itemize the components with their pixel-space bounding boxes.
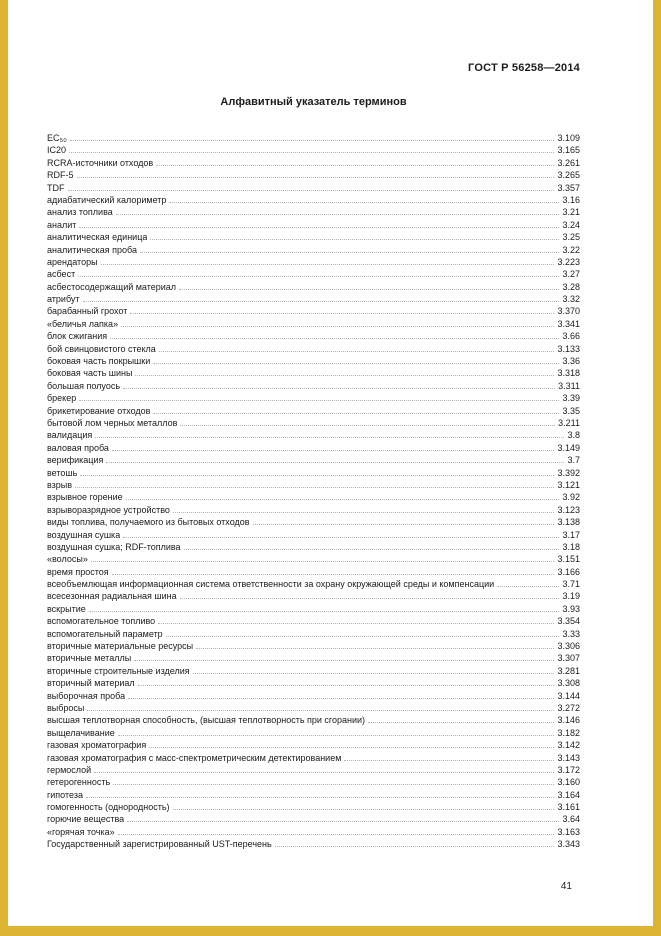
dot-leader bbox=[70, 140, 555, 141]
index-term: аналит bbox=[47, 219, 77, 230]
index-term: гетерогенность bbox=[47, 777, 111, 788]
index-term: вторичные материальные ресурсы bbox=[47, 641, 194, 652]
index-entry bbox=[47, 714, 580, 726]
index-entry bbox=[47, 640, 580, 652]
index-entry bbox=[47, 144, 580, 156]
dot-leader bbox=[118, 735, 555, 736]
index-ref: 3.32 bbox=[562, 294, 580, 305]
index-term: вспомогательное топливо bbox=[47, 616, 156, 627]
document-code: ГОСТ Р 56258—2014 bbox=[468, 62, 580, 74]
index-ref: 3.172 bbox=[557, 764, 580, 775]
index-term: взрывное горение bbox=[47, 492, 123, 503]
dot-leader bbox=[184, 549, 560, 550]
index-ref: 3.261 bbox=[557, 157, 580, 168]
index-ref: 3.146 bbox=[557, 715, 580, 726]
index-ref: 3.318 bbox=[557, 368, 580, 379]
index-ref: 3.149 bbox=[557, 442, 580, 453]
index-ref: 3.160 bbox=[557, 777, 580, 788]
index-entry bbox=[47, 801, 580, 813]
index-term: виды топлива, получаемого из бытовых отходов bbox=[47, 517, 250, 528]
index-entry bbox=[47, 813, 580, 825]
dot-leader bbox=[118, 834, 555, 835]
index-ref: 3.143 bbox=[557, 752, 580, 763]
dot-leader bbox=[149, 747, 554, 748]
index-entry bbox=[47, 789, 580, 801]
index-ref: 3.182 bbox=[557, 727, 580, 738]
dot-leader bbox=[123, 388, 555, 389]
index-term: арендаторы bbox=[47, 256, 98, 267]
index-entry bbox=[47, 380, 580, 392]
index-entry bbox=[47, 566, 580, 578]
index-entry bbox=[47, 752, 580, 764]
index-ref: 3.39 bbox=[562, 393, 580, 404]
dot-leader bbox=[112, 574, 555, 575]
page-edge-bottom bbox=[0, 926, 661, 936]
index-ref: 3.142 bbox=[557, 740, 580, 751]
index-term: взрыв bbox=[47, 479, 73, 490]
index-ref: 3.18 bbox=[562, 541, 580, 552]
index-term: адиабатический калориметр bbox=[47, 194, 167, 205]
dot-leader bbox=[180, 425, 555, 426]
index-entry bbox=[47, 417, 580, 429]
index-entry bbox=[47, 553, 580, 565]
dot-leader bbox=[68, 190, 555, 191]
dot-leader bbox=[169, 202, 559, 203]
dot-leader bbox=[368, 722, 554, 723]
index-entry bbox=[47, 516, 580, 528]
index-term: всеобъемлющая информационная система ответственности за охрану окружающей среды и компенсации bbox=[47, 579, 495, 590]
index-ref: 3.27 bbox=[562, 269, 580, 280]
index-entry bbox=[47, 677, 580, 689]
index-entry bbox=[47, 529, 580, 541]
dot-leader bbox=[253, 524, 555, 525]
index-ref: 3.151 bbox=[557, 554, 580, 565]
dot-leader bbox=[275, 846, 555, 847]
index-ref: 3.165 bbox=[557, 145, 580, 156]
index-term: взрыворазрядное устройство bbox=[47, 504, 170, 515]
index-term: высшая теплотворная способность, (высшая теплотворность при сгорании) bbox=[47, 715, 366, 726]
index-term: выщелачивание bbox=[47, 727, 115, 738]
index-term: Государственный зарегистрированный UST-перечень bbox=[47, 839, 272, 850]
dot-leader bbox=[101, 264, 555, 265]
dot-leader bbox=[193, 673, 555, 674]
index-ref: 3.223 bbox=[557, 256, 580, 267]
index-ref: 3.166 bbox=[557, 566, 580, 577]
index-term: большая полуось bbox=[47, 380, 121, 391]
page-edge-right bbox=[653, 0, 661, 936]
index-term: воздушная сушка; RDF-топлива bbox=[47, 541, 181, 552]
index-term: выборочная проба bbox=[47, 690, 126, 701]
index-term: TDF bbox=[47, 182, 65, 193]
index-entry bbox=[47, 838, 580, 850]
index-term: валовая проба bbox=[47, 442, 109, 453]
index-entry bbox=[47, 157, 580, 169]
index-term: анализ топлива bbox=[47, 207, 113, 218]
dot-leader bbox=[153, 413, 559, 414]
index-term: «горячая точка» bbox=[47, 826, 115, 837]
index-ref: 3.16 bbox=[562, 194, 580, 205]
index-ref: 3.164 bbox=[557, 789, 580, 800]
index-entry bbox=[47, 405, 580, 417]
index-term: боковая часть покрышки bbox=[47, 356, 151, 367]
dot-leader bbox=[173, 512, 555, 513]
dot-leader bbox=[83, 301, 560, 302]
dot-leader bbox=[79, 227, 559, 228]
index-ref: 3.92 bbox=[562, 492, 580, 503]
index-entry bbox=[47, 206, 580, 218]
index-term: вспомогательный параметр bbox=[47, 628, 163, 639]
dot-leader bbox=[89, 611, 560, 612]
index-term: атрибут bbox=[47, 294, 80, 305]
dot-leader bbox=[153, 363, 559, 364]
index-term: брекер bbox=[47, 393, 77, 404]
index-term: бой свинцовистого стекла bbox=[47, 343, 156, 354]
dot-leader bbox=[173, 809, 555, 810]
index-ref: 3.8 bbox=[567, 430, 580, 441]
index-term: RDF-5 bbox=[47, 170, 74, 181]
index-term: бытовой лом черных металлов bbox=[47, 417, 178, 428]
index-entry bbox=[47, 268, 580, 280]
index-entry bbox=[47, 467, 580, 479]
index-term: «волосы» bbox=[47, 554, 88, 565]
dot-leader bbox=[106, 462, 564, 463]
index-ref: 3.311 bbox=[558, 380, 580, 391]
index-ref: 3.121 bbox=[557, 479, 580, 490]
index-entry bbox=[47, 665, 580, 677]
dot-leader bbox=[130, 313, 554, 314]
dot-leader bbox=[123, 537, 559, 538]
dot-leader bbox=[75, 487, 554, 488]
dot-leader bbox=[95, 437, 564, 438]
dot-leader bbox=[78, 276, 559, 277]
index-entry bbox=[47, 776, 580, 788]
index-term: газовая хроматография с масс-спектрометрическим детектированием bbox=[47, 752, 342, 763]
index-entry bbox=[47, 739, 580, 751]
index-term: брикетирование отходов bbox=[47, 405, 151, 416]
index-entry bbox=[47, 628, 580, 640]
index-ref: 3.123 bbox=[557, 504, 580, 515]
index-ref: 3.25 bbox=[562, 232, 580, 243]
index-ref: 3.138 bbox=[557, 517, 580, 528]
index-ref: 3.22 bbox=[562, 244, 580, 255]
index-entry bbox=[47, 826, 580, 838]
dot-leader bbox=[158, 623, 554, 624]
index-term: гипотеза bbox=[47, 789, 83, 800]
index-term: валидация bbox=[47, 430, 93, 441]
index-entry bbox=[47, 541, 580, 553]
index-entry bbox=[47, 578, 580, 590]
index-entry bbox=[47, 690, 580, 702]
index-entry bbox=[47, 442, 580, 454]
index-ref: 3.64 bbox=[562, 814, 580, 825]
dot-leader bbox=[112, 450, 555, 451]
index-entry bbox=[47, 454, 580, 466]
index-ref: 3.281 bbox=[557, 665, 580, 676]
index-ref: 3.71 bbox=[562, 579, 580, 590]
index-entry bbox=[47, 355, 580, 367]
dot-leader bbox=[69, 152, 554, 153]
index-term: гермослой bbox=[47, 764, 92, 775]
index-term: вскрытие bbox=[47, 603, 86, 614]
index-ref: 3.163 bbox=[557, 826, 580, 837]
index-ref: 3.7 bbox=[567, 455, 580, 466]
index-term: воздушная сушка bbox=[47, 529, 121, 540]
index-entry bbox=[47, 603, 580, 615]
dot-leader bbox=[128, 698, 554, 699]
index-term: вторичный материал bbox=[47, 678, 135, 689]
index-term: ветошь bbox=[47, 467, 78, 478]
page-number: 41 bbox=[560, 880, 572, 892]
index-term: асбест bbox=[47, 269, 76, 280]
dot-leader bbox=[138, 685, 555, 686]
index-entry bbox=[47, 764, 580, 776]
index-ref: 3.35 bbox=[562, 405, 580, 416]
index-ref: 3.28 bbox=[562, 281, 580, 292]
index-ref: 3.370 bbox=[557, 306, 580, 317]
index-entry bbox=[47, 293, 580, 305]
index-term: блок сжигания bbox=[47, 331, 108, 342]
index-term: вторичные строительные изделия bbox=[47, 665, 190, 676]
dot-leader bbox=[497, 586, 559, 587]
index-ref: 3.17 bbox=[562, 529, 580, 540]
index-entry bbox=[47, 491, 580, 503]
index-ref: 3.66 bbox=[562, 331, 580, 342]
dot-leader bbox=[166, 636, 560, 637]
dot-leader bbox=[127, 821, 559, 822]
page-content bbox=[47, 0, 580, 892]
dot-leader bbox=[150, 239, 559, 240]
dot-leader bbox=[135, 375, 554, 376]
index-entry bbox=[47, 132, 580, 144]
index-ref: 3.308 bbox=[557, 678, 580, 689]
index-entry bbox=[47, 219, 580, 231]
index-entry bbox=[47, 182, 580, 194]
index-entry bbox=[47, 231, 580, 243]
index-ref: 3.93 bbox=[562, 603, 580, 614]
index-ref: 3.133 bbox=[557, 343, 580, 354]
index-entry bbox=[47, 244, 580, 256]
index-term: гомогенность (однородность) bbox=[47, 802, 170, 813]
index-ref: 3.341 bbox=[557, 318, 580, 329]
dot-leader bbox=[344, 760, 554, 761]
index-ref: 3.109 bbox=[557, 133, 580, 143]
index-ref: 3.307 bbox=[557, 653, 580, 664]
dot-leader bbox=[159, 351, 555, 352]
dot-leader bbox=[134, 660, 554, 661]
index-entry bbox=[47, 330, 580, 342]
index-ref: 3.265 bbox=[557, 170, 580, 181]
index-entry bbox=[47, 318, 580, 330]
index-entry bbox=[47, 194, 580, 206]
index-ref: 3.144 bbox=[557, 690, 580, 701]
dot-leader bbox=[80, 475, 554, 476]
dot-leader bbox=[140, 252, 560, 253]
index-term: газовая хроматография bbox=[47, 740, 147, 751]
dot-leader bbox=[79, 400, 559, 401]
index-entry bbox=[47, 590, 580, 602]
index-ref: 3.306 bbox=[557, 641, 580, 652]
index-entry bbox=[47, 429, 580, 441]
page-edge-left bbox=[0, 0, 8, 936]
index-term: аналитическая единица bbox=[47, 232, 148, 243]
index-ref: 3.19 bbox=[562, 591, 580, 602]
dot-leader bbox=[94, 772, 554, 773]
index-ref: 3.343 bbox=[557, 839, 580, 850]
index-entry bbox=[47, 392, 580, 404]
dot-leader bbox=[126, 499, 560, 500]
dot-leader bbox=[156, 165, 554, 166]
dot-leader bbox=[91, 561, 555, 562]
dot-leader bbox=[179, 289, 559, 290]
index-entry bbox=[47, 305, 580, 317]
index-term: верификация bbox=[47, 455, 104, 466]
index-ref: 3.272 bbox=[557, 702, 580, 713]
index-entry bbox=[47, 367, 580, 379]
index-ref: 3.36 bbox=[562, 356, 580, 367]
dot-leader bbox=[121, 326, 554, 327]
index-ref: 3.24 bbox=[562, 219, 580, 230]
index-term: барабанный грохот bbox=[47, 306, 128, 317]
index-ref: 3.161 bbox=[557, 802, 580, 813]
index-ref: 3.211 bbox=[558, 417, 580, 428]
index-term: IC20 bbox=[47, 145, 67, 156]
index-entry bbox=[47, 727, 580, 739]
index-entry bbox=[47, 479, 580, 491]
index-term: боковая часть шины bbox=[47, 368, 133, 379]
index-ref: 3.33 bbox=[562, 628, 580, 639]
index-entry bbox=[47, 256, 580, 268]
index-term: аналитическая проба bbox=[47, 244, 137, 255]
dot-leader bbox=[113, 784, 554, 785]
dot-leader bbox=[110, 338, 559, 339]
index-ref: 3.357 bbox=[557, 182, 580, 193]
dot-leader bbox=[77, 177, 555, 178]
index-entry bbox=[47, 652, 580, 664]
index-term: горючие вещества bbox=[47, 814, 125, 825]
dot-leader bbox=[196, 648, 554, 649]
index-entry bbox=[47, 504, 580, 516]
index-entry bbox=[47, 702, 580, 714]
index-ref: 3.354 bbox=[557, 616, 580, 627]
dot-leader bbox=[180, 598, 560, 599]
dot-leader bbox=[116, 214, 560, 215]
index-term: «беличья лапка» bbox=[47, 318, 119, 329]
index-ref: 3.21 bbox=[562, 207, 580, 218]
index-term: время простоя bbox=[47, 566, 109, 577]
dot-leader bbox=[87, 710, 554, 711]
index-term: всесезонная радиальная шина bbox=[47, 591, 177, 602]
index-term: вторичные металлы bbox=[47, 653, 132, 664]
index-list bbox=[47, 132, 580, 851]
index-entry bbox=[47, 169, 580, 181]
index-ref: 3.392 bbox=[557, 467, 580, 478]
index-entry bbox=[47, 281, 580, 293]
index-entry bbox=[47, 615, 580, 627]
dot-leader bbox=[86, 797, 555, 798]
page-title: Алфавитный указатель терминов bbox=[220, 96, 407, 108]
index-term: асбестосодержащий материал bbox=[47, 281, 177, 292]
index-entry bbox=[47, 343, 580, 355]
index-term: выбросы bbox=[47, 702, 85, 713]
index-term: RCRA-источники отходов bbox=[47, 157, 154, 168]
index-term: EC₅₀ bbox=[47, 133, 67, 143]
